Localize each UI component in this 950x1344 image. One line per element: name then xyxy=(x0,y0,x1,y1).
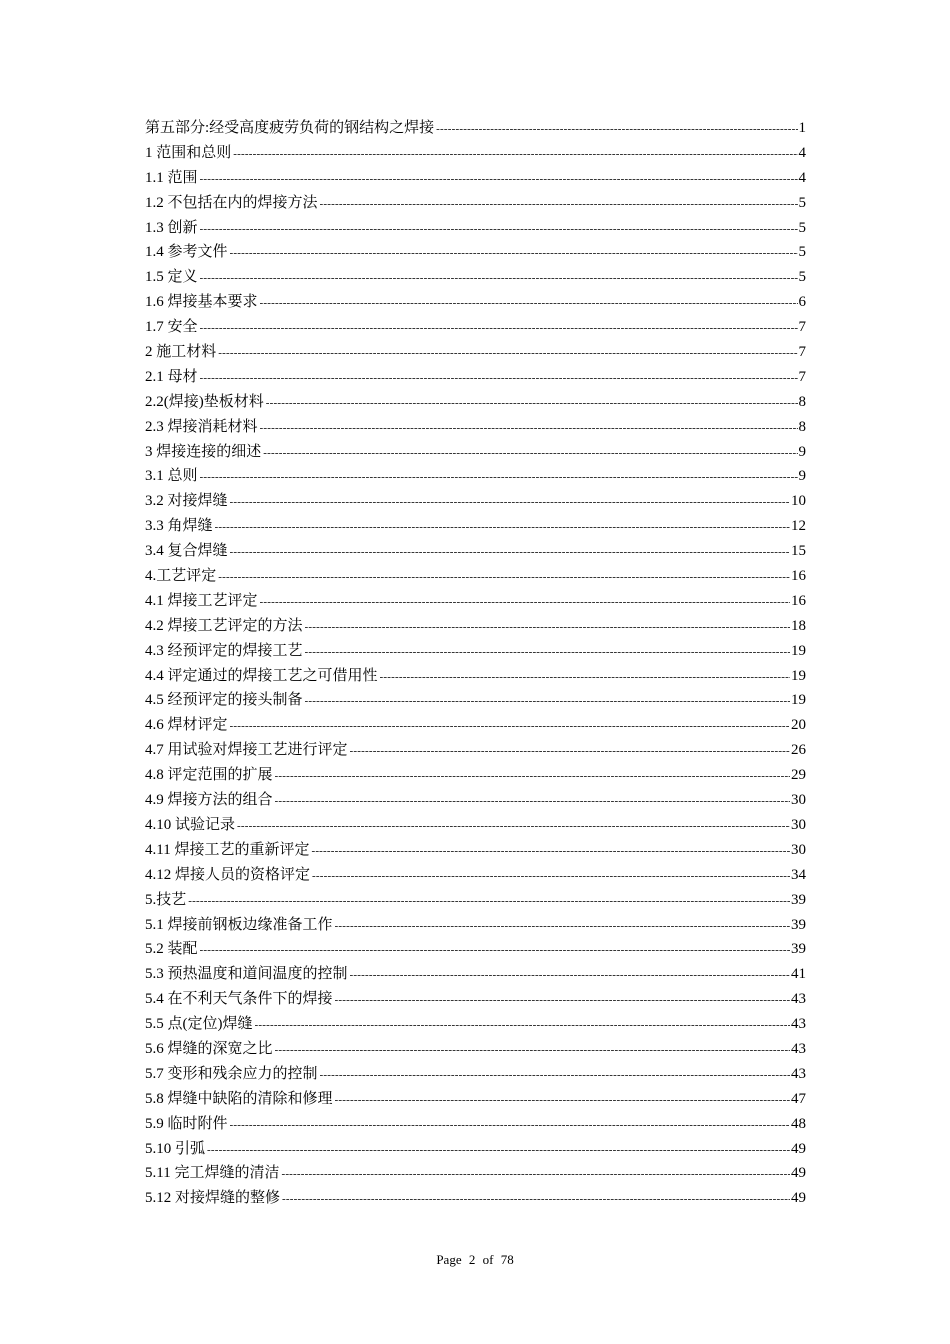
toc-dot-leader xyxy=(230,241,798,265)
toc-entry-title: 1.1 范围 xyxy=(145,169,198,186)
toc-entry-title: 4.7 用试验对焊接工艺进行评定 xyxy=(145,742,348,759)
toc-dot-leader xyxy=(200,316,798,340)
toc-dot-leader xyxy=(275,764,790,788)
toc-entry[interactable] xyxy=(145,539,806,564)
toc-entry[interactable] xyxy=(145,614,806,639)
toc-entry-title: 3.4 复合焊缝 xyxy=(145,543,228,560)
toc-entry-title: 3 焊接连接的细述 xyxy=(145,443,262,460)
toc-entry[interactable] xyxy=(145,763,806,788)
toc-dot-leader xyxy=(200,366,798,390)
toc-entry-page-number: 10 xyxy=(791,493,806,510)
toc-entry[interactable] xyxy=(145,290,806,315)
toc-dot-leader xyxy=(237,814,790,838)
toc-dot-leader xyxy=(260,590,790,614)
toc-dot-leader xyxy=(335,914,790,938)
toc-dot-leader xyxy=(200,217,798,241)
toc-entry[interactable] xyxy=(145,863,806,888)
toc-dot-leader xyxy=(218,565,790,589)
toc-dot-leader xyxy=(218,341,797,365)
toc-entry-title: 5.10 引弧 xyxy=(145,1140,206,1157)
toc-entry-title: 4.12 焊接人员的资格评定 xyxy=(145,866,311,883)
toc-entry[interactable] xyxy=(145,365,806,390)
toc-entry[interactable] xyxy=(145,315,806,340)
toc-entry[interactable] xyxy=(145,116,806,141)
toc-dot-leader xyxy=(275,1038,790,1062)
toc-entry-title: 第五部分:经受高度疲劳负荷的钢结构之焊接 xyxy=(145,120,435,136)
toc-entry-title: 4.1 焊接工艺评定 xyxy=(145,592,258,609)
toc-dot-leader xyxy=(335,988,790,1012)
toc-entry-title: 1.4 参考文件 xyxy=(145,244,228,261)
toc-dot-leader xyxy=(200,167,798,191)
toc-entry-title: 4.11 焊接工艺的重新评定 xyxy=(145,841,310,858)
toc-entry-title: 5.技艺 xyxy=(145,891,187,908)
toc-entry[interactable] xyxy=(145,415,806,440)
toc-entry-title: 5.8 焊缝中缺陷的清除和修理 xyxy=(145,1090,333,1107)
toc-dot-leader xyxy=(436,117,797,141)
toc-entry[interactable] xyxy=(145,813,806,838)
toc-entry-page-number: 43 xyxy=(791,991,806,1008)
toc-dot-leader xyxy=(200,938,790,962)
toc-entry-page-number: 26 xyxy=(791,742,806,759)
toc-entry-page-number: 49 xyxy=(791,1165,806,1182)
toc-entry[interactable] xyxy=(145,888,806,913)
toc-entry[interactable] xyxy=(145,1137,806,1162)
toc-entry-title: 4.5 经预评定的接头制备 xyxy=(145,692,303,709)
toc-entry-page-number: 1 xyxy=(798,120,806,136)
toc-dot-leader xyxy=(305,689,790,713)
toc-entry[interactable] xyxy=(145,489,806,514)
toc-entry-page-number: 49 xyxy=(791,1140,806,1157)
toc-entry-page-number: 39 xyxy=(791,916,806,933)
toc-entry[interactable] xyxy=(145,987,806,1012)
toc-entry-page-number: 4 xyxy=(798,144,806,161)
toc-dot-leader xyxy=(188,889,790,913)
toc-entry-title: 5.4 在不利天气条件下的焊接 xyxy=(145,991,333,1008)
toc-entry-page-number: 8 xyxy=(798,418,806,435)
toc-entry-page-number: 19 xyxy=(791,642,806,659)
toc-entry-title: 5.6 焊缝的深宽之比 xyxy=(145,1040,273,1057)
toc-entry-page-number: 20 xyxy=(791,717,806,734)
toc-dot-leader xyxy=(266,391,798,415)
toc-entry-page-number: 4 xyxy=(798,169,806,186)
toc-entry-page-number: 16 xyxy=(791,568,806,585)
toc-entry-title: 3.1 总则 xyxy=(145,468,198,485)
toc-dot-leader xyxy=(260,416,798,440)
toc-entry[interactable] xyxy=(145,1062,806,1087)
toc-entry-page-number: 30 xyxy=(791,841,806,858)
toc-entry-title: 5.7 变形和残余应力的控制 xyxy=(145,1065,318,1082)
toc-entry[interactable] xyxy=(145,141,806,166)
footer-total-pages: 78 xyxy=(500,1252,514,1267)
toc-dot-leader xyxy=(230,540,790,564)
toc-entry-title: 4.9 焊接方法的组合 xyxy=(145,792,273,809)
toc-entry[interactable] xyxy=(145,713,806,738)
toc-entry[interactable] xyxy=(145,688,806,713)
toc-entry-page-number: 5 xyxy=(798,244,806,261)
toc-dot-leader xyxy=(305,640,790,664)
toc-entry-page-number: 9 xyxy=(798,443,806,460)
toc-dot-leader xyxy=(233,142,797,166)
toc-entry-page-number: 34 xyxy=(791,866,806,883)
toc-entry-title: 1.2 不包括在内的焊接方法 xyxy=(145,194,318,211)
toc-entry[interactable] xyxy=(145,390,806,415)
toc-dot-leader xyxy=(260,291,798,315)
toc-dot-leader xyxy=(230,714,790,738)
toc-entry-title: 1 范围和总则 xyxy=(145,144,232,161)
toc-entry[interactable] xyxy=(145,937,806,962)
toc-entry-title: 5.9 临时附件 xyxy=(145,1115,228,1132)
toc-entry-page-number: 19 xyxy=(791,667,806,684)
toc-dot-leader xyxy=(311,839,790,863)
toc-dot-leader xyxy=(263,441,797,465)
toc-entry-title: 4.8 评定范围的扩展 xyxy=(145,767,273,784)
toc-entry-title: 4.3 经预评定的焊接工艺 xyxy=(145,642,303,659)
toc-dot-leader xyxy=(312,864,790,888)
toc-dot-leader xyxy=(200,266,798,290)
toc-entry-page-number: 16 xyxy=(791,592,806,609)
toc-entry-page-number: 5 xyxy=(798,269,806,286)
toc-entry[interactable] xyxy=(145,564,806,589)
toc-dot-leader xyxy=(255,1013,791,1037)
toc-entry-title: 5.2 装配 xyxy=(145,941,198,958)
toc-dot-leader xyxy=(305,615,790,639)
toc-entry[interactable] xyxy=(145,1186,806,1211)
toc-entry-page-number: 43 xyxy=(791,1065,806,1082)
toc-entry-page-number: 30 xyxy=(791,792,806,809)
toc-entry-page-number: 7 xyxy=(798,319,806,336)
toc-dot-leader xyxy=(320,192,798,216)
toc-entry-page-number: 29 xyxy=(791,767,806,784)
toc-entry-page-number: 43 xyxy=(791,1040,806,1057)
toc-entry-title: 1.5 定义 xyxy=(145,269,198,286)
toc-entry[interactable] xyxy=(145,191,806,216)
toc-dot-leader xyxy=(350,739,790,763)
toc-entry[interactable] xyxy=(145,738,806,763)
toc-entry-page-number: 8 xyxy=(798,393,806,410)
toc-entry-title: 1.3 创新 xyxy=(145,219,198,236)
toc-dot-leader xyxy=(281,1162,790,1186)
toc-dot-leader xyxy=(207,1138,790,1162)
toc-dot-leader xyxy=(350,963,790,987)
toc-entry-page-number: 39 xyxy=(791,941,806,958)
page-footer xyxy=(0,1252,950,1268)
toc-entry[interactable] xyxy=(145,664,806,689)
footer-page-word: Page xyxy=(436,1252,462,1267)
toc-entry-title: 2.3 焊接消耗材料 xyxy=(145,418,258,435)
toc-dot-leader xyxy=(200,465,798,489)
footer-of-word: of xyxy=(482,1252,494,1267)
toc-entry-title: 5.11 完工焊缝的清洁 xyxy=(145,1165,280,1182)
toc-entry[interactable] xyxy=(145,514,806,539)
toc-entry-page-number: 41 xyxy=(791,966,806,983)
toc-entry[interactable] xyxy=(145,1037,806,1062)
toc-entry-title: 3.3 角焊缝 xyxy=(145,518,213,535)
toc-entry[interactable] xyxy=(145,464,806,489)
toc-entry[interactable] xyxy=(145,1087,806,1112)
toc-entry-page-number: 49 xyxy=(791,1190,806,1207)
table-of-contents xyxy=(145,116,806,1211)
toc-entry[interactable] xyxy=(145,639,806,664)
toc-entry[interactable] xyxy=(145,788,806,813)
toc-entry[interactable] xyxy=(145,240,806,265)
toc-entry-page-number: 47 xyxy=(791,1090,806,1107)
toc-entry-page-number: 48 xyxy=(791,1115,806,1132)
toc-dot-leader xyxy=(230,490,790,514)
toc-entry[interactable] xyxy=(145,265,806,290)
toc-entry[interactable] xyxy=(145,440,806,465)
toc-entry[interactable] xyxy=(145,166,806,191)
toc-entry-page-number: 6 xyxy=(798,294,806,311)
toc-entry-page-number: 39 xyxy=(791,891,806,908)
toc-dot-leader xyxy=(230,1113,790,1137)
toc-entry-title: 2.1 母材 xyxy=(145,368,198,385)
toc-entry-page-number: 12 xyxy=(791,518,806,535)
toc-entry-title: 1.6 焊接基本要求 xyxy=(145,294,258,311)
toc-entry[interactable] xyxy=(145,1112,806,1137)
toc-entry-title: 1.7 安全 xyxy=(145,319,198,336)
toc-entry-title: 5.5 点(定位)焊缝 xyxy=(145,1016,253,1033)
toc-entry[interactable] xyxy=(145,962,806,987)
toc-dot-leader xyxy=(282,1187,790,1211)
toc-entry-page-number: 18 xyxy=(791,617,806,634)
toc-entry-title: 4.6 焊材评定 xyxy=(145,717,228,734)
toc-entry-page-number: 7 xyxy=(798,368,806,385)
toc-entry[interactable] xyxy=(145,913,806,938)
toc-entry-page-number: 9 xyxy=(798,468,806,485)
toc-entry-page-number: 43 xyxy=(791,1016,806,1033)
toc-entry-title: 4.2 焊接工艺评定的方法 xyxy=(145,617,303,634)
toc-entry-title: 5.12 对接焊缝的整修 xyxy=(145,1190,281,1207)
toc-entry-title: 4.工艺评定 xyxy=(145,568,217,585)
footer-current-page: 2 xyxy=(468,1252,476,1267)
toc-dot-leader xyxy=(335,1088,790,1112)
toc-dot-leader xyxy=(380,665,790,689)
toc-entry[interactable] xyxy=(145,1161,806,1186)
toc-entry-page-number: 19 xyxy=(791,692,806,709)
toc-entry-page-number: 30 xyxy=(791,816,806,833)
toc-dot-leader xyxy=(215,515,790,539)
toc-entry[interactable] xyxy=(145,340,806,365)
toc-entry-page-number: 15 xyxy=(791,543,806,560)
toc-entry-page-number: 5 xyxy=(798,219,806,236)
toc-dot-leader xyxy=(320,1063,790,1087)
toc-entry[interactable] xyxy=(145,838,806,863)
toc-entry-page-number: 5 xyxy=(798,194,806,211)
toc-dot-leader xyxy=(275,789,790,813)
toc-entry-title: 2.2(焊接)垫板材料 xyxy=(145,393,264,410)
toc-entry-page-number: 7 xyxy=(798,344,806,361)
toc-entry[interactable] xyxy=(145,1012,806,1037)
toc-entry-title: 4.10 试验记录 xyxy=(145,816,236,833)
toc-entry-title: 5.3 预热温度和道间温度的控制 xyxy=(145,966,348,983)
toc-entry-title: 3.2 对接焊缝 xyxy=(145,493,228,510)
toc-entry-title: 5.1 焊接前钢板边缘准备工作 xyxy=(145,916,333,933)
toc-entry-title: 4.4 评定通过的焊接工艺之可借用性 xyxy=(145,667,378,684)
toc-entry[interactable] xyxy=(145,589,806,614)
toc-entry-title: 2 施工材料 xyxy=(145,344,217,361)
toc-entry[interactable] xyxy=(145,216,806,241)
